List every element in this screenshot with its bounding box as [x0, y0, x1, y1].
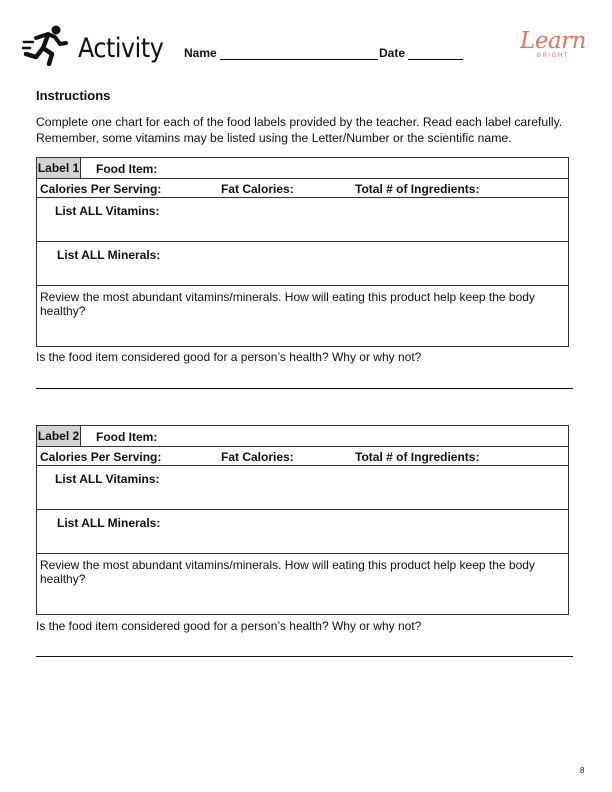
instructions-text: Complete one chart for each of the food labels provided by the teacher. Read each label carefully. Remember, some vitamins may be listed using the Letter/Number or the scientific name. [36, 115, 563, 145]
name-field[interactable] [184, 46, 378, 60]
date-field[interactable] [379, 46, 463, 60]
minerals-row[interactable] [37, 242, 568, 286]
food-item-label: Food Item: [96, 162, 158, 176]
calories-label: Calories Per Serving: [40, 450, 162, 464]
page-number: 8 [580, 766, 585, 775]
review-prompt: Review the most abundant vitamins/minerals. How will eating this product help keep the body healthy? [40, 290, 535, 318]
ingredients-label: Total # of Ingredients: [355, 450, 480, 464]
calories-row [37, 447, 568, 466]
label-chart-2 [36, 425, 569, 615]
answer-line[interactable] [36, 388, 573, 389]
activity-title: Activity [78, 33, 164, 64]
calories-row [37, 179, 568, 198]
minerals-label: List ALL Minerals: [57, 516, 161, 530]
minerals-label: List ALL Minerals: [57, 248, 161, 262]
fat-calories-label: Fat Calories: [221, 450, 294, 464]
learn-bright-logo [518, 30, 588, 59]
name-line[interactable] [220, 47, 378, 60]
vitamins-row[interactable] [37, 466, 568, 510]
food-item-row [37, 426, 568, 447]
health-question: Is the food item considered good for a person’s health? Why or why not? [36, 619, 422, 633]
food-item-row [37, 158, 568, 179]
logo-learn-text: Learn [520, 28, 586, 54]
review-row[interactable] [37, 554, 568, 614]
label-tag: Label 2 [37, 426, 81, 446]
ingredients-label: Total # of Ingredients: [355, 182, 480, 196]
logo-bright-text: BRIGHT [536, 53, 570, 59]
date-label: Date [379, 46, 406, 60]
food-item-label: Food Item: [96, 430, 158, 444]
running-person-icon [22, 24, 68, 66]
health-question: Is the food item considered good for a person’s health? Why or why not? [36, 350, 422, 364]
calories-label: Calories Per Serving: [40, 182, 162, 196]
vitamins-label: List ALL Vitamins: [55, 204, 160, 218]
minerals-row[interactable] [37, 510, 568, 554]
answer-line[interactable] [36, 656, 573, 657]
review-row[interactable] [37, 286, 568, 346]
instructions-title: Instructions [36, 88, 111, 103]
fat-calories-label: Fat Calories: [221, 182, 294, 196]
vitamins-label: List ALL Vitamins: [55, 472, 160, 486]
date-line[interactable] [408, 47, 463, 60]
review-prompt: Review the most abundant vitamins/minerals. How will eating this product help keep the body healthy? [40, 558, 535, 586]
name-label: Name [184, 46, 217, 60]
label-tag: Label 1 [37, 158, 81, 178]
vitamins-row[interactable] [37, 198, 568, 242]
label-chart-1 [36, 157, 569, 347]
